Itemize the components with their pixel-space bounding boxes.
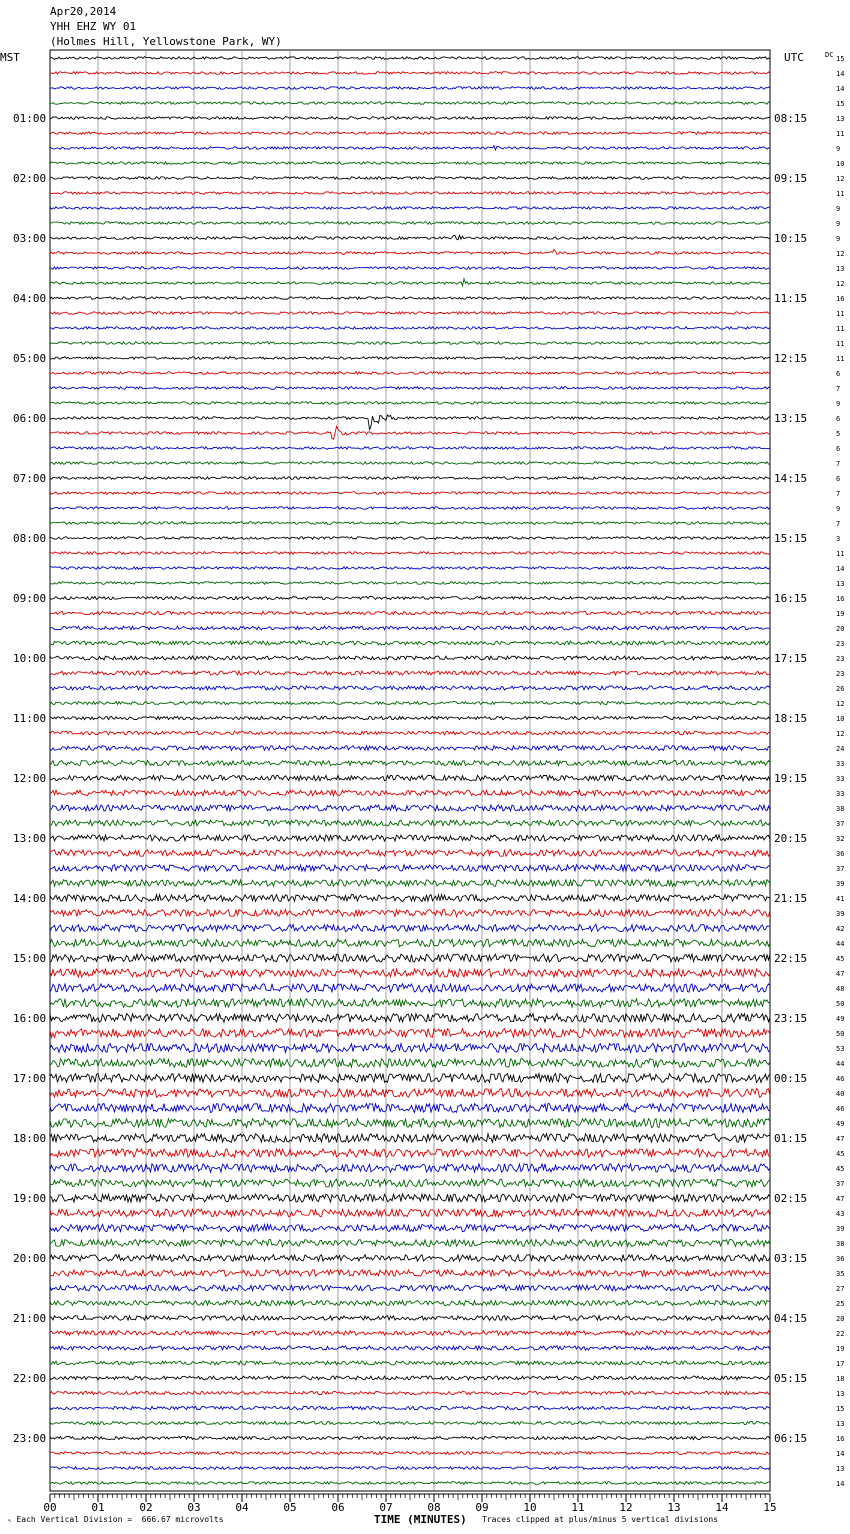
x-tick-label: 08 — [427, 1501, 441, 1514]
dc-offset-label: 43 — [836, 1210, 845, 1218]
x-tick-label: 10 — [523, 1501, 537, 1514]
trace-row — [50, 1285, 770, 1291]
mst-time-label: 08:00 — [13, 532, 47, 545]
dc-offset-label: 35 — [836, 1270, 845, 1278]
dc-offset-label: 36 — [836, 1255, 845, 1263]
utc-time-label: 01:15 — [774, 1132, 808, 1145]
dc-offset-label: 11 — [836, 355, 845, 363]
dc-offset-label: 47 — [836, 1135, 845, 1143]
trace-row — [50, 492, 770, 495]
mst-time-label: 07:00 — [13, 472, 47, 485]
dc-offset-label: 6 — [836, 445, 841, 453]
dc-offset-label: 11 — [836, 190, 845, 198]
trace-row — [50, 1391, 770, 1394]
trace-row — [50, 312, 770, 315]
station-label: YHH EHZ WY 01 — [50, 20, 137, 33]
dc-offset-label: 17 — [836, 1360, 845, 1368]
trace-row — [50, 132, 770, 135]
dc-offset-label: 45 — [836, 1165, 845, 1173]
trace-row — [50, 387, 770, 390]
trace-row — [50, 342, 770, 345]
utc-time-label: 00:15 — [774, 1072, 808, 1085]
x-tick-label: 01 — [91, 1501, 105, 1514]
dc-offset-label: 38 — [836, 805, 845, 813]
trace-row — [50, 72, 770, 75]
mst-time-label: 01:00 — [13, 112, 47, 125]
trace-row — [50, 924, 770, 931]
trace-row — [50, 57, 770, 60]
utc-time-label: 02:15 — [774, 1192, 808, 1205]
trace-row — [50, 1467, 770, 1470]
dc-offset-label: 9 — [836, 220, 841, 228]
date-label: Apr20,2014 — [50, 5, 117, 18]
mst-time-label: 20:00 — [13, 1252, 47, 1265]
dc-offset-label: 53 — [836, 1045, 845, 1053]
dc-offset-label: 20 — [836, 1315, 845, 1323]
utc-time-label: 13:15 — [774, 412, 808, 425]
dc-offset-label: 22 — [836, 1330, 845, 1338]
trace-row — [50, 582, 770, 585]
utc-time-label: 08:15 — [774, 112, 808, 125]
trace-row — [50, 716, 770, 719]
trace-row — [50, 686, 770, 690]
trace-row — [50, 820, 770, 826]
trace-row — [50, 327, 770, 330]
dc-offset-label: 39 — [836, 880, 845, 888]
trace-row — [50, 1134, 770, 1143]
trace-row — [50, 1224, 770, 1231]
dc-offset-label: 46 — [836, 1075, 845, 1083]
trace-row — [50, 207, 770, 210]
mst-time-label: 09:00 — [13, 592, 47, 605]
trace-row — [50, 522, 770, 525]
trace-row — [50, 850, 770, 856]
trace-row — [50, 731, 770, 735]
mst-time-label: 03:00 — [13, 232, 47, 245]
utc-time-label: 11:15 — [774, 292, 808, 305]
trace-row — [50, 969, 770, 977]
trace-row — [50, 426, 770, 439]
location-label: (Holmes Hill, Yellowstone Park, WY) — [50, 35, 282, 48]
dc-offset-label: 14 — [836, 70, 845, 78]
trace-row — [50, 177, 770, 180]
dc-offset-label: 46 — [836, 1105, 845, 1113]
x-tick-label: 14 — [715, 1501, 729, 1514]
dc-offset-label: 37 — [836, 820, 845, 828]
clip-note: Traces clipped at plus/minus 5 vertical divisions — [482, 1515, 719, 1524]
trace-row — [50, 701, 770, 704]
trace-row — [50, 626, 770, 630]
dc-offset-label: 7 — [836, 460, 841, 468]
trace-row — [50, 1240, 770, 1247]
trace-row — [50, 447, 770, 450]
dc-offset-label: 13 — [836, 1420, 845, 1428]
trace-row — [50, 1179, 770, 1187]
dc-offset-label: 11 — [836, 340, 845, 348]
dc-offset-label: 11 — [836, 310, 845, 318]
dc-offset-label: 5 — [836, 430, 841, 438]
x-tick-label: 02 — [139, 1501, 153, 1514]
trace-row — [50, 1209, 770, 1217]
dc-offset-label: 33 — [836, 760, 845, 768]
trace-row — [50, 865, 770, 871]
dc-offset-label: 16 — [836, 1435, 845, 1443]
trace-row — [50, 775, 770, 780]
dc-offset-label: 11 — [836, 550, 845, 558]
utc-time-label: 21:15 — [774, 892, 808, 905]
mst-time-label: 22:00 — [13, 1372, 47, 1385]
dc-offset-label: 40 — [836, 1090, 845, 1098]
dc-offset-label: 42 — [836, 925, 845, 933]
trace-row — [50, 1406, 770, 1409]
mst-time-label: 02:00 — [13, 172, 47, 185]
x-tick-label: 05 — [283, 1501, 297, 1514]
x-tick-label: 12 — [619, 1501, 633, 1514]
dc-offset-label: 37 — [836, 865, 845, 873]
trace-row — [50, 1482, 770, 1485]
x-tick-label: 00 — [43, 1501, 57, 1514]
dc-offset-label: 38 — [836, 1240, 845, 1248]
trace-row — [50, 1149, 770, 1158]
trace-row — [50, 984, 770, 992]
x-tick-label: 15 — [763, 1501, 777, 1514]
dc-offset-label: 47 — [836, 970, 845, 978]
x-tick-label: 09 — [475, 1501, 489, 1514]
mst-time-label: 23:00 — [13, 1432, 47, 1445]
mst-time-label: 16:00 — [13, 1012, 47, 1025]
trace-row — [50, 954, 770, 962]
dc-offset-label: 33 — [836, 775, 845, 783]
trace-row — [50, 1119, 770, 1128]
utc-time-label: 19:15 — [774, 772, 808, 785]
trace-row — [50, 1059, 770, 1068]
utc-time-label: 14:15 — [774, 472, 808, 485]
utc-time-label: 10:15 — [774, 232, 808, 245]
dc-offset-label: 14 — [836, 565, 845, 573]
trace-row — [50, 760, 770, 765]
dc-offset-label: 13 — [836, 1390, 845, 1398]
seismic-traces — [50, 57, 770, 1485]
dc-offset-label: 37 — [836, 1180, 845, 1188]
dc-offset-label: 13 — [836, 265, 845, 273]
dc-offset-label: 12 — [836, 280, 845, 288]
dc-offset-label: 10 — [836, 715, 845, 723]
dc-offset-label: 12 — [836, 250, 845, 258]
dc-offset-label: 6 — [836, 415, 841, 423]
dc-offset-label: 9 — [836, 205, 841, 213]
trace-row — [50, 477, 770, 480]
dc-offset-label: 11 — [836, 325, 845, 333]
trace-row — [50, 1044, 770, 1053]
trace-row — [50, 357, 770, 360]
x-tick-label: 07 — [379, 1501, 393, 1514]
dc-offset-label: 19 — [836, 610, 845, 618]
utc-time-label: 20:15 — [774, 832, 808, 845]
trace-row — [50, 297, 770, 300]
trace-row — [50, 1376, 770, 1380]
dc-offset-label: 41 — [836, 895, 845, 903]
dc-offset-label: 6 — [836, 475, 841, 483]
dc-offset-label: 47 — [836, 1195, 845, 1203]
trace-row — [50, 656, 770, 660]
trace-row — [50, 835, 770, 841]
dc-offset-label: 7 — [836, 490, 841, 498]
utc-time-label: 16:15 — [774, 592, 808, 605]
dc-offset-label: 9 — [836, 145, 841, 153]
trace-row — [50, 102, 770, 105]
dc-offset-label: 45 — [836, 955, 845, 963]
utc-time-label: 03:15 — [774, 1252, 808, 1265]
trace-row — [50, 1452, 770, 1455]
dc-offset-label: 12 — [836, 175, 845, 183]
trace-row — [50, 567, 770, 570]
dc-offset-label: 45 — [836, 1150, 845, 1158]
utc-time-label: 06:15 — [774, 1432, 808, 1445]
dc-offset-label: 12 — [836, 730, 845, 738]
trace-row — [50, 192, 770, 195]
trace-row — [50, 235, 770, 240]
trace-row — [50, 1436, 770, 1439]
dc-offset-label: 7 — [836, 520, 841, 528]
dc-offset-label: 26 — [836, 685, 845, 693]
dc-offset-label: 44 — [836, 940, 845, 948]
dc-offset-label: 12 — [836, 700, 845, 708]
dc-offset-label: 10 — [836, 160, 845, 168]
dc-offset-label: 16 — [836, 595, 845, 603]
dc-offset-label: 13 — [836, 580, 845, 588]
trace-row — [50, 880, 770, 887]
dc-header: DC — [825, 51, 834, 59]
trace-row — [50, 1255, 770, 1262]
mst-time-label: 18:00 — [13, 1132, 47, 1145]
dc-offset-label: 19 — [836, 1345, 845, 1353]
dc-offset-label: 14 — [836, 85, 845, 93]
dc-offset-label: 33 — [836, 790, 845, 798]
utc-header: UTC — [784, 51, 804, 64]
dc-offset-label: 18 — [836, 1375, 845, 1383]
utc-time-label: 17:15 — [774, 652, 808, 665]
x-tick-label: 03 — [187, 1501, 201, 1514]
x-tick-label: 11 — [571, 1501, 585, 1514]
trace-row — [50, 250, 770, 255]
x-axis-title: TIME (MINUTES) — [374, 1513, 467, 1526]
dc-offset-label: 11 — [836, 130, 845, 138]
trace-row — [50, 671, 770, 675]
trace-row — [50, 805, 770, 811]
trace-row — [50, 910, 770, 917]
trace-row — [50, 640, 770, 645]
trace-row — [50, 1164, 770, 1172]
mst-header: MST — [0, 51, 20, 64]
dc-offset-label: 3 — [836, 535, 841, 543]
mst-time-label: 14:00 — [13, 892, 47, 905]
trace-row — [50, 87, 770, 90]
mst-time-label: 21:00 — [13, 1312, 47, 1325]
trace-row — [50, 162, 770, 165]
trace-row — [50, 790, 770, 796]
dc-offset-label: 44 — [836, 1060, 845, 1068]
trace-row — [50, 537, 770, 540]
trace-row — [50, 507, 770, 510]
mst-time-label: 19:00 — [13, 1192, 47, 1205]
trace-row — [50, 1194, 770, 1202]
dc-offset-label: 9 — [836, 505, 841, 513]
trace-row — [50, 895, 770, 902]
trace-row — [50, 552, 770, 555]
trace-row — [50, 146, 770, 150]
utc-time-label: 18:15 — [774, 712, 808, 725]
utc-time-label: 12:15 — [774, 352, 808, 365]
time-axis — [43, 1494, 776, 1514]
dc-offset-label: 6 — [836, 370, 841, 378]
utc-time-label: 04:15 — [774, 1312, 808, 1325]
trace-row — [50, 611, 770, 614]
trace-row — [50, 1331, 770, 1336]
trace-row — [50, 1104, 770, 1113]
dc-offset-label: 15 — [836, 100, 845, 108]
utc-time-label: 09:15 — [774, 172, 808, 185]
dc-offset-label: 25 — [836, 1300, 845, 1308]
dc-offset-label: 50 — [836, 1000, 845, 1008]
plot-frame — [50, 50, 770, 1491]
mst-time-label: 15:00 — [13, 952, 47, 965]
dc-offset-label: 7 — [836, 385, 841, 393]
trace-row — [50, 746, 770, 751]
dc-offset-label: 13 — [836, 1465, 845, 1473]
trace-row — [50, 1270, 770, 1277]
mst-time-label: 17:00 — [13, 1072, 47, 1085]
trace-row — [50, 117, 770, 120]
utc-time-label: 23:15 — [774, 1012, 808, 1025]
trace-row — [50, 1361, 770, 1365]
trace-row — [50, 1421, 770, 1424]
dc-offset-label: 14 — [836, 1450, 845, 1458]
utc-time-label: 15:15 — [774, 532, 808, 545]
trace-row — [50, 999, 770, 1008]
mst-time-label: 10:00 — [13, 652, 47, 665]
trace-row — [50, 597, 770, 600]
trace-row — [50, 415, 770, 429]
dc-offset-label: 39 — [836, 910, 845, 918]
dc-offset-label: 23 — [836, 655, 845, 663]
dc-offset-label: 16 — [836, 295, 845, 303]
x-tick-label: 04 — [235, 1501, 249, 1514]
x-tick-label: 13 — [667, 1501, 681, 1514]
trace-row — [50, 402, 770, 405]
dc-offset-label: 9 — [836, 235, 841, 243]
mst-time-label: 04:00 — [13, 292, 47, 305]
trace-row — [50, 1316, 770, 1321]
trace-row — [50, 267, 770, 270]
mst-time-label: 06:00 — [13, 412, 47, 425]
dc-offset-label: 49 — [836, 1015, 845, 1023]
dc-offset-label: 27 — [836, 1285, 845, 1293]
utc-time-label: 22:15 — [774, 952, 808, 965]
dc-offset-label: 32 — [836, 835, 845, 843]
x-tick-label: 06 — [331, 1501, 345, 1514]
time-grid — [50, 50, 770, 1491]
dc-offset-label: 20 — [836, 625, 845, 633]
trace-row — [50, 279, 770, 286]
dc-offset-label: 9 — [836, 400, 841, 408]
dc-offset-label: 48 — [836, 985, 845, 993]
trace-row — [50, 1029, 770, 1038]
dc-offset-label: 24 — [836, 745, 845, 753]
mst-time-label: 12:00 — [13, 772, 47, 785]
utc-time-label: 05:15 — [774, 1372, 808, 1385]
trace-row — [50, 1300, 770, 1305]
dc-offset-label: 13 — [836, 115, 845, 123]
trace-row — [50, 1014, 770, 1023]
dc-offset-label: 15 — [836, 1405, 845, 1413]
trace-row — [50, 372, 770, 375]
mst-time-label: 05:00 — [13, 352, 47, 365]
mst-time-label: 13:00 — [13, 832, 47, 845]
trace-row — [50, 1074, 770, 1083]
scale-note: ↖ Each Vertical Division = 666.67 microvolts — [8, 1515, 224, 1524]
trace-row — [50, 939, 770, 947]
dc-offset-label: 50 — [836, 1030, 845, 1038]
dc-offset-label: 39 — [836, 1225, 845, 1233]
dc-offset-label: 15 — [836, 55, 845, 63]
trace-row — [50, 1346, 770, 1350]
trace-row — [50, 1089, 770, 1098]
trace-row — [50, 462, 770, 465]
dc-offset-label: 49 — [836, 1120, 845, 1128]
trace-row — [50, 221, 770, 224]
dc-offset-label: 36 — [836, 850, 845, 858]
dc-offset-label: 14 — [836, 1480, 845, 1488]
mst-time-label: 11:00 — [13, 712, 47, 725]
dc-offset-label: 23 — [836, 640, 845, 648]
dc-offset-label: 23 — [836, 670, 845, 678]
